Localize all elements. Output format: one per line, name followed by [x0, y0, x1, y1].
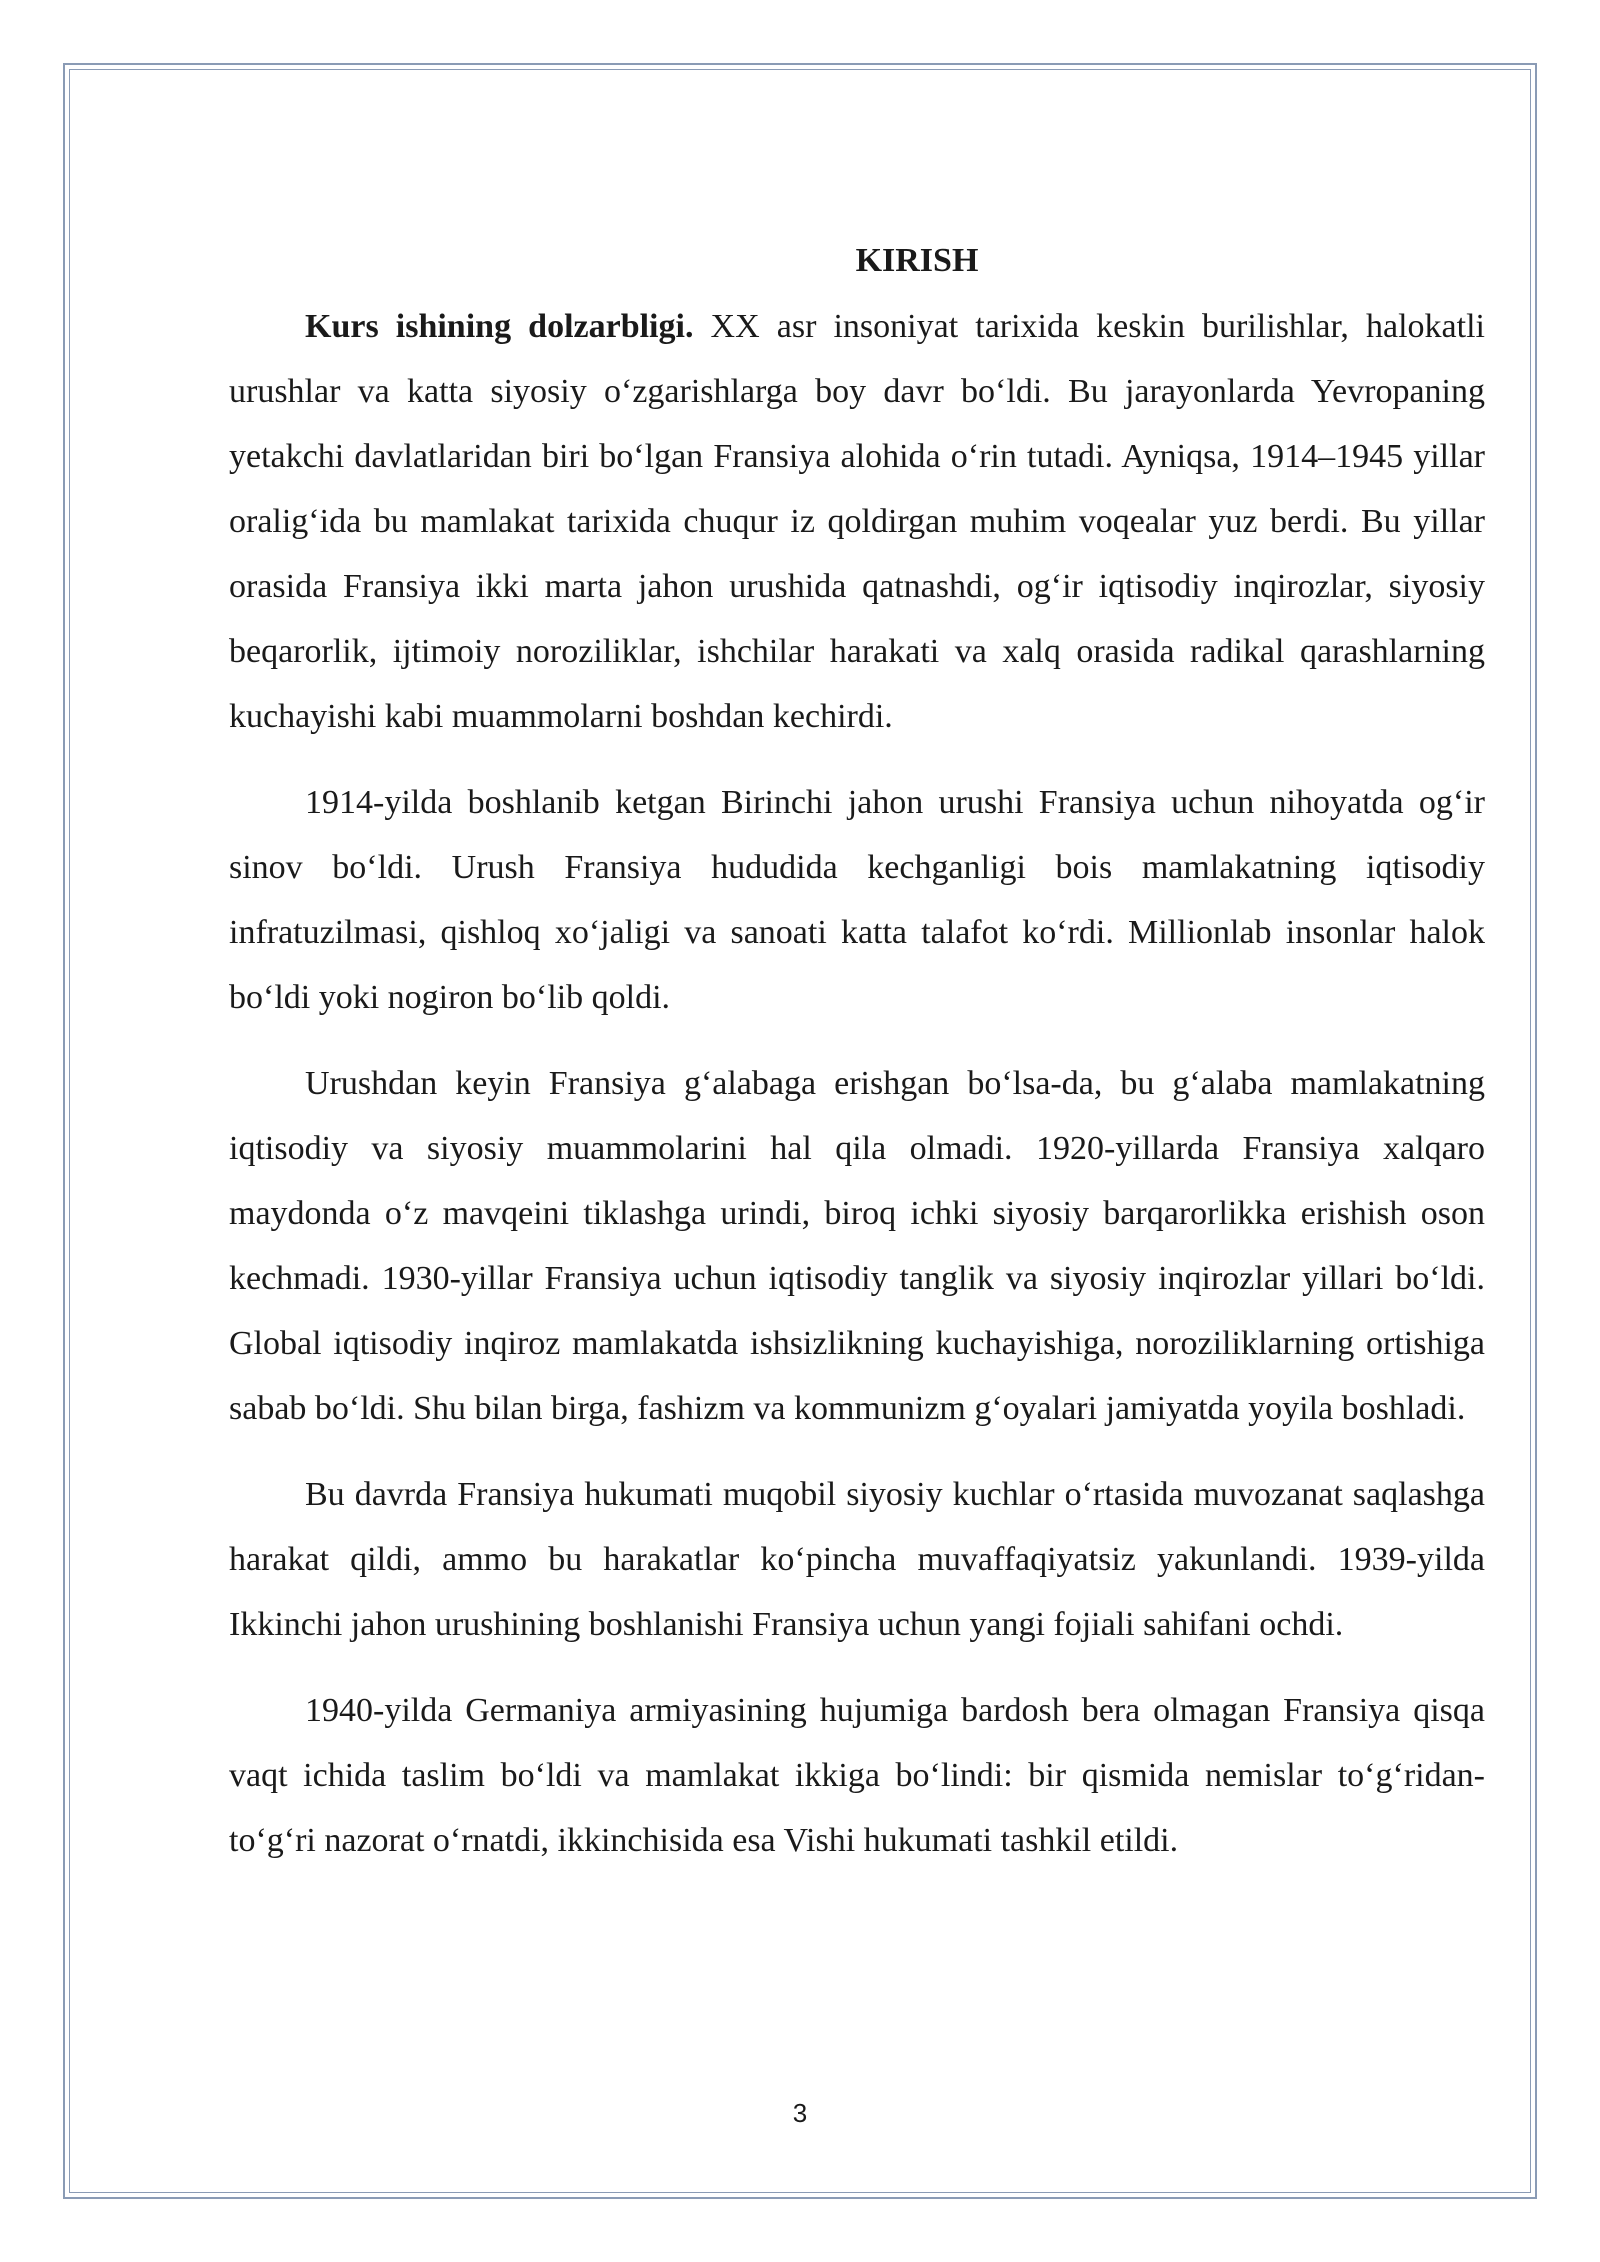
- paragraph-government: Bu davrda Fransiya hukumati muqobil siyosiy kuchlar o‘rtasida muvozanat saqlashga harakat qildi, ammo bu harakatlar ko‘pincha muvaffaqiyatsiz yakunlandi. 1939-yilda Ikkinchi jahon urushining boshlanishi Fransiya uchun yangi fojiali sahifani ochdi.: [229, 1476, 1485, 1643]
- paragraph-relevance: [229, 294, 1485, 749]
- paragraph-lead: Kurs ishining dolzarbligi.: [305, 308, 694, 345]
- paragraph-interwar: Urushdan keyin Fransiya g‘alabaga erishgan bo‘lsa-da, bu g‘alaba mamlakatning iqtisodiy va siyosiy muammolarini hal qila olmadi. 1920-yillarda Fransiya xalqaro maydonda o‘z mavqeini tiklashga urindi, biroq ichki siyosiy barqarorlikka erishish oson kechmadi. 1930-yillar Fransiya uchun iqtisodiy tanglik va siyosiy inqirozlar yillari bo‘ldi. Global iqtisodiy inqiroz mamlakatda ishsizlikning kuchayishiga, noroziliklarning ortishiga sabab bo‘ldi. Shu bilan birga, fashizm va kommunizm g‘oyalari jamiyatda yoyila boshladi.: [229, 1065, 1485, 1427]
- paragraph-text: XX asr insoniyat tarixida keskin burilishlar, halokatli urushlar va katta siyosiy o‘zgarishlarga boy davr bo‘ldi. Bu jarayonlarda Yevropaning yetakchi davlatlaridan biri bo‘lgan Fransiya alohida o‘rin tutadi. Ayniqsa, 1914–1945 yillar oralig‘ida bu mamlakat tarixida chuqur iz qoldirgan muhim voqealar yuz berdi. Bu yillar orasida Fransiya ikki marta jahon urushida qatnashdi, og‘ir iqtisodiy inqirozlar, siyosiy beqarorlik, ijtimoiy noroziliklar, ishchilar harakati va xalq orasida radikal qarashlarning kuchayishi kabi muammolarni boshdan kechirdi.: [229, 308, 1485, 735]
- paragraph-1940: 1940-yilda Germaniya armiyasining hujumiga bardosh bera olmagan Fransiya qisqa vaqt ichida taslim bo‘ldi va mamlakat ikkiga bo‘lindi: bir qismida nemislar to‘g‘ridan-to‘g‘ri nazorat o‘rnatdi, ikkinchisida esa Vishi hukumati tashkil etildi.: [229, 1692, 1485, 1859]
- section-title: KIRISH: [855, 242, 979, 279]
- paragraph-first-world-war: 1914-yilda boshlanib ketgan Birinchi jahon urushi Fransiya uchun nihoyatda og‘ir sinov bo‘ldi. Urush Fransiya hududida kechganligi bois mamlakatning iqtisodiy infratuzilmasi, qishloq xo‘jaligi va sanoati katta talafot ko‘rdi. Millionlab insonlar halok bo‘ldi yoki nogiron bo‘lib qoldi.: [229, 784, 1485, 1016]
- page-number: 3: [792, 2098, 808, 2128]
- document-body: [229, 228, 1485, 1894]
